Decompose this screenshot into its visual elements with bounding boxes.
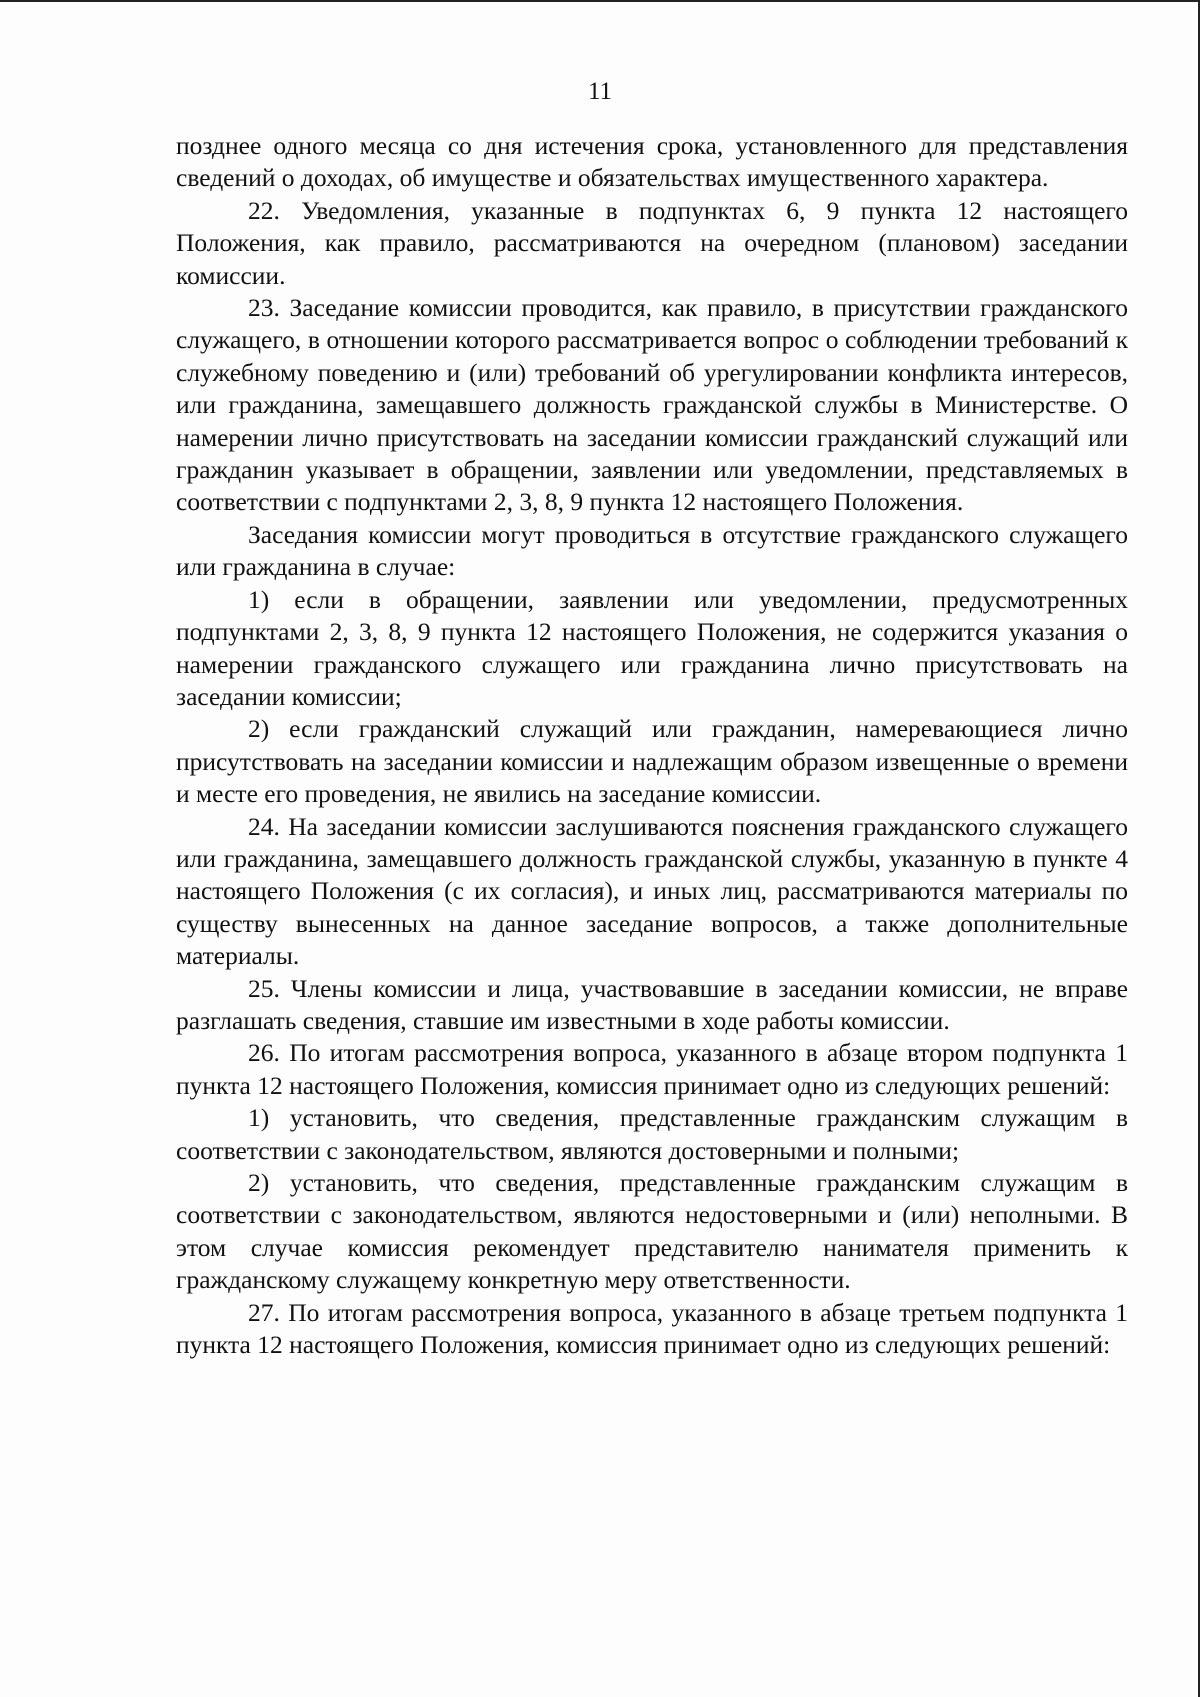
paragraph-clause-26-decision-1: 1) установить, что сведения, представленные гражданским служащим в соответствии с законодательством, являются достоверными и полными; [176,1103,1128,1165]
paragraph-absence-case-1: 1) если в обращении, заявлении или уведомлении, предусмотренных подпунктами 2, 3, 8, 9 пункта 12 настоящего Положения, не содержится указания о намерении гражданского служащего или гражданина лично присутствовать на заседании комиссии; [176,584,1128,711]
paragraph-clause-27: 27. По итогам рассмотрения вопроса, указанного в абзаце третьем подпункта 1 пункта 12 настоящего Положения, комиссия принимает одно из следующих решений: [176,1297,1128,1360]
paragraph-clause-24: 24. На заседании комиссии заслушиваются пояснения гражданского служащего или гражданина, замещавшего должность гражданской службы, указанную в пункте 4 настоящего Положения (с их согласия), и иных лиц, рассматриваются материалы по существу вынесенных на данное заседание вопросов, а также дополнительные материалы. [176,811,1128,971]
paragraph-clause-22: 22. Уведомления, указанные в подпунктах 6, 9 пункта 12 настоящего Положения, как правило, рассматриваются на очередном (плановом) заседании комиссии. [176,195,1128,290]
paragraph-absence-case-2: 2) если гражданский служащий или гражданин, намеревающиеся лично присутствовать на заседании комиссии и надлежащим образом извещенные о времени и месте его проведения, не явились на заседание комиссии. [176,714,1128,809]
paragraph-clause-26-decision-2: 2) установить, что сведения, представленные гражданским служащим в соответствии с законодательством, являются недостоверными и (или) неполными. В этом случае комиссия рекомендует представителю нанимателя применить к гражданскому служащему конкретную меру ответственности. [176,1168,1128,1295]
paragraph-clause-25: 25. Члены комиссии и лица, участвовавшие в заседании комиссии, не вправе разглашать сведения, ставшие им известными в ходе работы комиссии. [176,973,1128,1035]
paragraph-clause-23: 23. Заседание комиссии проводится, как правило, в присутствии гражданского служащего, в отношении которого рассматривается вопрос о соблюдении требований к служебному поведению и (или) требований об урегулировании конфликта интересов, или гражданина, замещавшего должность гражданской службы в Министерстве. О намерении лично присутствовать на заседании комиссии гражданский служащий или гражданин указывает в обращении, заявлении или уведомлении, представляемых в соответствии с подпунктами 2, 3, 8, 9 пункта 12 настоящего Положения. [176,293,1128,517]
page-number: 11 [587,78,613,105]
document-body [176,130,1128,1361]
paragraph-absence-cases: Заседания комиссии могут проводиться в отсутствие гражданского служащего или гражданина в случае: [176,519,1128,582]
paragraph-clause-26: 26. По итогам рассмотрения вопроса, указанного в абзаце втором подпункта 1 пункта 12 настоящего Положения, комиссия принимает одно из следующих решений: [176,1038,1128,1100]
paragraph-continuation: позднее одного месяца со дня истечения срока, установленного для представления сведений о доходах, об имуществе и обязательствах имущественного характера. [176,131,1128,193]
